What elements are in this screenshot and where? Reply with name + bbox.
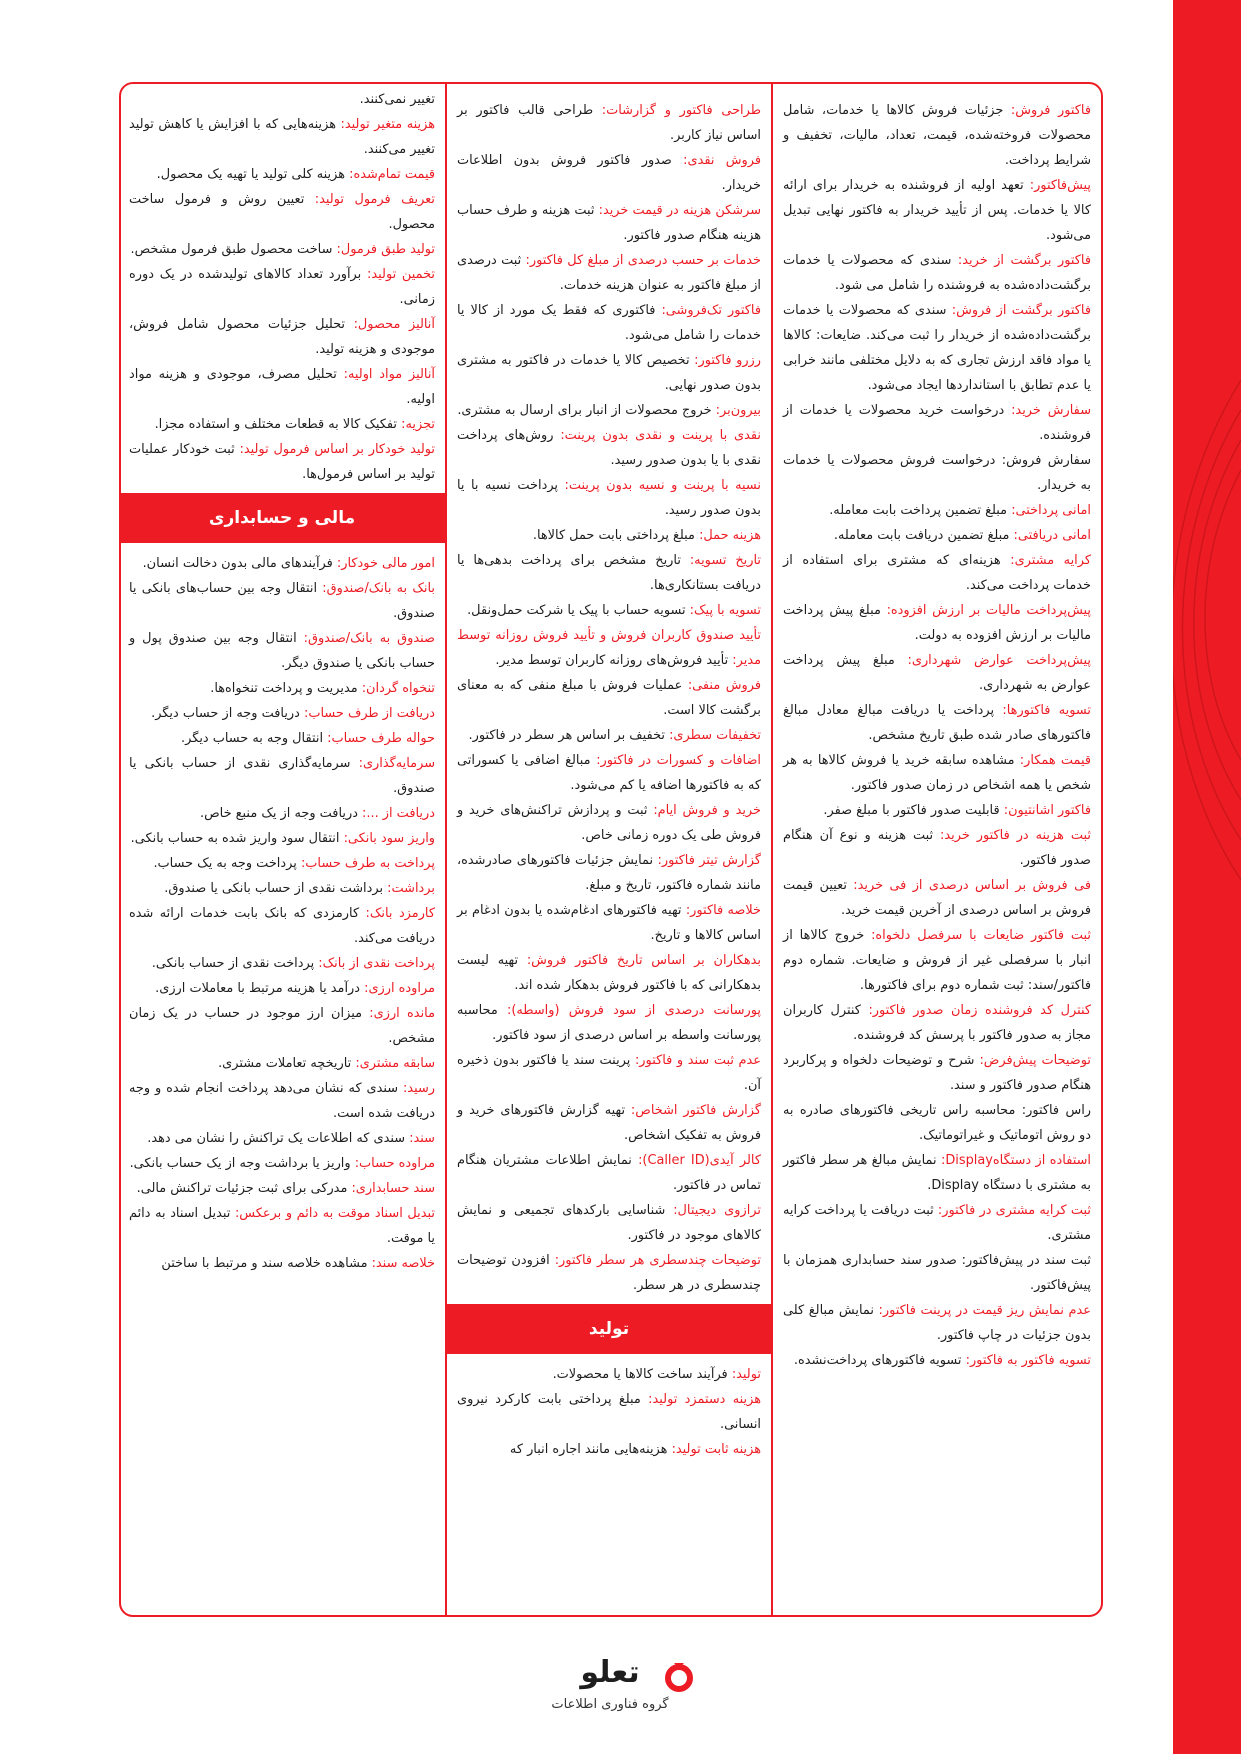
section-heading: مالی و حسابداری (119, 493, 445, 543)
content-frame (119, 82, 1103, 1617)
glossary-term: سرشکن هزینه در قیمت خرید: (598, 203, 761, 218)
glossary-term: بیرون‌بر: (715, 403, 761, 418)
glossary-term: تولید طبق فرمول: (336, 242, 435, 257)
glossary-term: فاکتور برگشت از خرید: (957, 253, 1092, 268)
glossary-term: تاریخ تسویه: (689, 553, 761, 568)
glossary-definition: پرداخت وجه به یک حساب. (153, 856, 301, 871)
glossary-term: تسویه فاکتورها: (1002, 703, 1091, 718)
glossary-term: پرداخت به طرف حساب: (300, 856, 435, 871)
glossary-definition: سندی که نشان می‌دهد پرداخت انجام شده و وجه دریافت شده است. (129, 1081, 435, 1121)
glossary-entry (457, 348, 761, 398)
glossary-entry (783, 1248, 1091, 1298)
glossary-term: اضافات و کسورات در فاکتور: (596, 753, 761, 768)
glossary-entry (783, 998, 1091, 1048)
glossary-term: پورسانت درصدی از سود فروش (واسطه): (506, 1003, 762, 1018)
section-heading: تولید (447, 1304, 771, 1354)
glossary-definition: نمایش مبالغ هر سطر فاکتور به مشتری با دستگاه Display. (783, 1153, 1091, 1193)
glossary-entry (783, 98, 1091, 173)
glossary-definition: مدرکی برای ثبت جزئیات تراکنش مالی. (136, 1181, 352, 1196)
glossary-definition: افزودن توضیحات چندسطری در هر سطر. (457, 1253, 761, 1293)
glossary-definition: انتقال وجه بین حساب‌های بانکی یا صندوق. (129, 581, 435, 621)
decorative-side-stripe (1173, 0, 1241, 1754)
glossary-term: قیمت تمام‌شده: (349, 167, 435, 182)
glossary-term: خلاصه سند: (371, 1256, 435, 1271)
glossary-definition: برآورد تعداد کالاهای تولیدشده در یک دوره زمانی. (129, 267, 435, 307)
glossary-term: هزینه ثابت تولید: (671, 1442, 761, 1457)
glossary-definition: سندی که محصولات یا خدمات برگشت‌داده‌شده به فروشنده را شامل می شود. (783, 253, 1091, 293)
glossary-entry (783, 448, 1091, 498)
glossary-term: کالر آیدی(Caller ID): (638, 1153, 761, 1168)
glossary-definition: هزینه‌هایی مانند اجاره انبار که (509, 1442, 672, 1457)
glossary-definition: کارمزدی که بانک بابت خدمات ارائه شده دریافت می‌کند. (129, 906, 435, 946)
glossary-definition: ثبت هزینه و نوع آن هنگام صدور فاکتور. (783, 828, 1091, 868)
glossary-term: هزینه حمل: (699, 528, 761, 543)
glossary-entry (129, 576, 435, 626)
glossary-definition: صدور فاکتور فروش بدون اطلاعات خریدار. (457, 153, 761, 193)
glossary-definition: خروج محصولات از انبار برای ارسال به مشتری. (457, 403, 716, 418)
glossary-definition: تعیین روش و فرمول ساخت محصول. (129, 192, 435, 232)
glossary-definition: ثبت خودکار عملیات تولید بر اساس فرمول‌ها. (129, 442, 435, 482)
glossary-definition: مدیریت و پرداخت تنخواه‌ها. (210, 681, 362, 696)
glossary-entry (129, 826, 435, 851)
glossary-term: تعریف فرمول تولید: (314, 192, 435, 207)
glossary-entry (129, 851, 435, 876)
glossary-definition: تخصیص کالا یا خدمات در فاکتور به مشتری بدون صدور نهایی. (457, 353, 761, 393)
glossary-entry (783, 1098, 1091, 1148)
glossary-definition: درآمد یا هزینه مرتبط با معاملات ارزی. (155, 981, 365, 996)
glossary-entry (457, 298, 761, 348)
glossary-definition: تحلیل مصرف، موجودی و هزینه مواد اولیه. (129, 367, 435, 407)
glossary-entry (783, 1048, 1091, 1098)
glossary-term: فروش نقدی: (683, 153, 762, 168)
glossary-entry (783, 498, 1091, 523)
wave-lines-decoration (1173, 0, 1241, 1754)
glossary-entry (129, 237, 435, 262)
glossary-definition: تبدیل اسناد به دائم یا موقت. (129, 1206, 435, 1246)
glossary-entry (457, 898, 761, 948)
glossary-definition: تعهد اولیه از فروشنده به خریدار برای ارائه کالا یا خدمات. پس از تأیید خریدار به فاکتور نهایی تبدیل می‌شود. (783, 178, 1091, 243)
glossary-definition: پرینت سند یا فاکتور بدون ذخیره آن. (457, 1053, 761, 1093)
glossary-term: برداشت: (387, 881, 435, 896)
glossary-entry (457, 623, 761, 673)
glossary-term: کارمزد بانک: (365, 906, 435, 921)
glossary-entry (457, 1387, 761, 1437)
glossary-entry (129, 701, 435, 726)
glossary-definition: سفارش فروش: درخواست فروش محصولات یا خدمات به خریدار. (783, 453, 1091, 493)
brand-tagline: گروه فناوری اطلاعات (551, 1697, 669, 1712)
glossary-definition: تحلیل جزئیات محصول شامل فروش، موجودی و هزینه تولید. (129, 317, 435, 357)
glossary-definition: جزئیات فروش کالاها یا خدمات، شامل محصولات فروخته‌شده، قیمت، تعداد، مالیات، تخفیف و شرایط پرداخت. (783, 103, 1091, 168)
glossary-term: دریافت از ...: (362, 806, 435, 821)
glossary-definition: سندی که اطلاعات یک تراکنش را نشان می دهد. (147, 1131, 410, 1146)
column-left (119, 84, 445, 1615)
glossary-entry (129, 726, 435, 751)
glossary-term: واریز سود بانکی: (343, 831, 435, 846)
glossary-entry (783, 798, 1091, 823)
glossary-definition: روش‌های پرداخت نقدی با یا بدون صدور رسید. (457, 428, 761, 468)
glossary-term: خدمات بر حسب درصدی از مبلغ کل فاکتور: (525, 253, 761, 268)
glossary-entry (457, 948, 761, 998)
glossary-term: فروش منفی: (687, 678, 761, 693)
glossary-term: بانک به بانک/صندوق: (322, 581, 435, 596)
glossary-entry (129, 1151, 435, 1176)
glossary-definition: ثبت و پردازش تراکنش‌های خرید و فروش طی یک دوره زمانی خاص. (457, 803, 761, 843)
glossary-definition: واریز یا برداشت وجه از یک حساب بانکی. (129, 1156, 355, 1171)
glossary-term: عدم نمایش ریز قیمت در پرینت فاکتور: (878, 1303, 1091, 1318)
glossary-term: توضیحات پیش‌فرض: (979, 1053, 1091, 1068)
glossary-entry (783, 548, 1091, 598)
glossary-entry (457, 1437, 761, 1462)
glossary-entry (129, 87, 435, 112)
glossary-definition: پرداخت نقدی از حساب بانکی. (151, 956, 319, 971)
glossary-term: ثبت فاکتور ضایعات با سرفصل دلخواه: (871, 928, 1091, 943)
glossary-entry (129, 901, 435, 951)
glossary-entry (783, 398, 1091, 448)
glossary-entry (129, 187, 435, 237)
glossary-entry (457, 248, 761, 298)
glossary-term: سند: (409, 1131, 435, 1146)
glossary-definition: مشاهده سابقه خرید یا فروش کالاها به هر شخص یا همه اشخاص در زمان صدور فاکتور. (783, 753, 1091, 793)
glossary-entry (129, 626, 435, 676)
glossary-definition: میزان ارز موجود در حساب در یک زمان مشخص. (129, 1006, 435, 1046)
glossary-entry (457, 148, 761, 198)
glossary-term: پرداخت نقدی از بانک: (318, 956, 435, 971)
glossary-entry (129, 312, 435, 362)
glossary-definition: ثبت دریافت یا پرداخت کرایه مشتری. (783, 1203, 1091, 1243)
glossary-definition: تخفیف بر اساس هر سطر در فاکتور. (468, 728, 670, 743)
glossary-term: تخمین تولید: (367, 267, 435, 282)
glossary-entry (129, 412, 435, 437)
glossary-term: رسید: (402, 1081, 435, 1096)
glossary-term: طراحی فاکتور و گزارشات: (601, 103, 761, 118)
glossary-entry (129, 551, 435, 576)
glossary-term: ثبت کرایه مشتری در فاکتور: (937, 1203, 1091, 1218)
glossary-definition: تفکیک کالا به قطعات مختلف و استفاده مجزا. (154, 417, 402, 432)
glossary-entry (129, 1201, 435, 1251)
glossary-term: تولید: (731, 1367, 761, 1382)
glossary-entry (457, 1362, 761, 1387)
glossary-term: ثبت هزینه در فاکتور خرید: (940, 828, 1091, 843)
glossary-entry (783, 598, 1091, 648)
glossary-term: امانی پرداختی: (1011, 503, 1091, 518)
glossary-term: پیش‌پرداخت عوارض شهرداری: (907, 653, 1091, 668)
glossary-term: استفاده از دستگاهDisplay: (941, 1153, 1091, 1168)
glossary-term: آنالیز محصول: (353, 317, 435, 332)
glossary-definition: مبالغ اضافی یا کسوراتی که به فاکتورها اضافه یا کم می‌شود. (457, 753, 761, 793)
glossary-entry (457, 548, 761, 598)
glossary-term: تولید خودکار بر اساس فرمول تولید: (239, 442, 435, 457)
glossary-definition: عملیات فروش با مبلغ منفی که به معنای برگشت کالا است. (457, 678, 761, 718)
glossary-term: قیمت همکار: (1019, 753, 1091, 768)
glossary-definition: مشاهده خلاصه سند و مرتبط با ساختن (161, 1256, 372, 1271)
glossary-entry (129, 1176, 435, 1201)
glossary-definition: شرح و توضیحات دلخواه و پرکاربرد هنگام صدور فاکتور و سند. (783, 1053, 1091, 1093)
glossary-definition: هزینه‌هایی که با افزایش یا کاهش تولید تغییر می‌کنند. (129, 117, 435, 157)
glossary-entry (129, 676, 435, 701)
glossary-entry (129, 951, 435, 976)
glossary-entry (129, 751, 435, 801)
glossary-definition: تعیین قیمت فروش بر اساس درصدی از آخرین قیمت خرید. (783, 878, 1091, 918)
glossary-entry (457, 1248, 761, 1298)
glossary-definition: خروج کالاها از انبار با سرفصلی غیر از فروش و ضایعات. شماره دوم فاکتور/سند: ثبت شماره دوم برای فاکتورها. (783, 928, 1091, 993)
glossary-entry (457, 398, 761, 423)
glossary-definition: هزینه‌ای که مشتری برای استفاده از خدمات پرداخت می‌کند. (783, 553, 1091, 593)
glossary-term: گزارش فاکتور اشخاص: (630, 1103, 761, 1118)
glossary-entry (457, 98, 761, 148)
glossary-definition: فاکتوری که فقط یک مورد از کالا یا خدمات را شامل می‌شود. (457, 303, 761, 343)
glossary-entry (783, 923, 1091, 998)
glossary-entry (129, 262, 435, 312)
glossary-entry (457, 998, 761, 1048)
glossary-definition: فرآیندهای مالی بدون دخالت انسان. (142, 556, 337, 571)
glossary-entry (783, 1348, 1091, 1373)
glossary-definition: دریافت وجه از یک منبع خاص. (200, 806, 363, 821)
glossary-term: نسیه با پرینت و نسیه بدون پرینت: (564, 478, 761, 493)
glossary-definition: انتقال وجه بین صندوق پول و حساب بانکی یا صندوق دیگر. (129, 631, 435, 671)
glossary-definition: نمایش اطلاعات مشتریان هنگام تماس در فاکتور. (457, 1153, 761, 1193)
glossary-definition: محاسبه پورسانت واسطه بر اساس درصدی از سود فاکتور. (457, 1003, 761, 1043)
glossary-definition: تهیه لیست بدهکارانی که با فاکتور فروش بدهکار شده اند. (457, 953, 761, 993)
glossary-definition: مبلغ تضمین دریافت بابت معامله. (833, 528, 1014, 543)
glossary-entry (457, 423, 761, 473)
glossary-entry (129, 976, 435, 1001)
glossary-term: کرایه مشتری: (1010, 553, 1091, 568)
glossary-entry (129, 162, 435, 187)
glossary-entry (129, 112, 435, 162)
glossary-entry (129, 437, 435, 487)
footer-logo (520, 1655, 700, 1720)
glossary-term: مراوده ارزی: (364, 981, 435, 996)
glossary-entry (783, 1148, 1091, 1198)
glossary-definition: سندی که محصولات یا خدمات برگشت‌داده‌شده از خریدار را ثبت می‌کند. ضایعات: کالاها یا مواد فاقد ارزش تجاری که به دلایل مختلفی مانند خرابی یا عدم تطابق با استانداردها ایجاد می‌شود. (783, 303, 1091, 393)
glossary-term: تسویه فاکتور به فاکتور: (965, 1353, 1091, 1368)
glossary-term: امور مالی خودکار: (336, 556, 435, 571)
glossary-term: خرید و فروش ایام: (653, 803, 761, 818)
glossary-term: تنخواه گردان: (361, 681, 435, 696)
glossary-definition: نمایش مبالغ کلی بدون جزئیات در چاپ فاکتور. (783, 1303, 1091, 1343)
glossary-term: تجزیه: (401, 417, 435, 432)
column-right (773, 84, 1101, 1615)
glossary-definition: مبلغ پرداختی بابت کارکرد نیروی انسانی. (457, 1392, 761, 1432)
glossary-term: سابقه مشتری: (355, 1056, 435, 1071)
glossary-definition: انتقال وجه به حساب دیگر. (180, 731, 328, 746)
glossary-definition: تأیید فروش‌های روزانه کاربران توسط مدیر. (495, 653, 733, 668)
glossary-entry (129, 1051, 435, 1076)
glossary-entry (457, 1148, 761, 1198)
glossary-entry (457, 198, 761, 248)
glossary-entry (783, 648, 1091, 698)
glossary-definition: طراحی قالب فاکتور بر اساس نیاز کاربر. (457, 103, 761, 143)
glossary-entry (783, 248, 1091, 298)
glossary-definition: هزینه کلی تولید یا تهیه یک محصول. (156, 167, 350, 182)
brand-name: تعلو (580, 1655, 640, 1690)
glossary-definition: پرداخت نسیه با یا بدون صدور رسید. (457, 478, 761, 518)
glossary-term: تسویه با پیک: (689, 603, 761, 618)
glossary-definition: تهیه گزارش فاکتورهای خرید و فروش به تفکیک اشخاص. (457, 1103, 761, 1143)
glossary-term: صندوق به بانک/صندوق: (303, 631, 435, 646)
glossary-term: گزارش تیتر فاکتور: (657, 853, 762, 868)
glossary-term: سند حسابداری: (351, 1181, 435, 1196)
glossary-entry (129, 876, 435, 901)
glossary-term: توضیحات چندسطری هر سطر فاکتور: (554, 1253, 761, 1268)
glossary-term: عدم ثبت سند و فاکتور: (634, 1053, 761, 1068)
glossary-definition: تهیه فاکتورهای ادغام‌شده یا بدون ادغام بر اساس کالاها و تاریخ. (457, 903, 761, 943)
glossary-entry (457, 798, 761, 848)
glossary-definition: کنترل کاربران مجاز به صدور فاکتور با پرسش کد فروشنده. (783, 1003, 1091, 1043)
glossary-entry (457, 848, 761, 898)
glossary-term: رزرو فاکتور: (694, 353, 761, 368)
glossary-term: پیش‌پرداخت مالیات بر ارزش افزوده: (886, 603, 1091, 618)
glossary-definition: مبلغ پیش پرداخت عوارض به شهرداری. (783, 653, 1091, 693)
glossary-definition: ثبت سند در پیش‌فاکتور: صدور سند حسابداری همزمان با پیش‌فاکتور. (783, 1253, 1091, 1293)
glossary-entry (457, 598, 761, 623)
glossary-entry (783, 298, 1091, 398)
glossary-entry (129, 1076, 435, 1126)
glossary-entry (783, 1198, 1091, 1248)
glossary-definition: مبلغ تضمین پرداخت بابت معامله. (829, 503, 1012, 518)
glossary-definition: نمایش جزئیات فاکتورهای صادرشده، مانند شماره فاکتور، تاریخ و مبلغ. (457, 853, 761, 893)
glossary-entry (457, 748, 761, 798)
glossary-entry (129, 1251, 435, 1276)
glossary-definition: تاریخ مشخص برای پرداخت بدهی‌ها یا دریافت بستانکاری‌ها. (457, 553, 761, 593)
glossary-entry (457, 673, 761, 723)
glossary-term: پیش‌فاکتور: (1029, 178, 1091, 193)
glossary-entry (457, 473, 761, 523)
glossary-term: سفارش خرید: (1011, 403, 1091, 418)
glossary-definition: تسویه حساب با پیک یا شرکت حمل‌ونقل. (467, 603, 690, 618)
glossary-entry (783, 523, 1091, 548)
glossary-term: دریافت از طرف حساب: (303, 706, 435, 721)
glossary-definition: ساخت محصول طبق فرمول مشخص. (130, 242, 337, 257)
glossary-term: فاکتور تک‌فروشی: (661, 303, 761, 318)
glossary-definition: شناسایی بارکدهای تجمیعی و نمایش کالاهای موجود در فاکتور. (457, 1203, 761, 1243)
glossary-term: فاکتور اشانتیون: (1003, 803, 1091, 818)
glossary-entry (783, 873, 1091, 923)
glossary-entry (783, 698, 1091, 748)
glossary-entry (783, 1298, 1091, 1348)
glossary-term: کنترل کد فروشنده زمان صدور فاکتور: (868, 1003, 1091, 1018)
glossary-entry (783, 748, 1091, 798)
glossary-definition: دریافت وجه از حساب دیگر. (151, 706, 304, 721)
glossary-term: حواله طرف حساب: (327, 731, 435, 746)
glossary-entry (457, 1098, 761, 1148)
glossary-definition: قابلیت صدور فاکتور با مبلغ صفر. (823, 803, 1004, 818)
glossary-definition: فرآیند ساخت کالاها یا محصولات. (552, 1367, 732, 1382)
glossary-entry (783, 823, 1091, 873)
glossary-definition: برداشت نقدی از حساب بانکی یا صندوق. (164, 881, 388, 896)
column-middle (445, 84, 773, 1615)
glossary-definition: تاریخچه تعاملات مشتری. (218, 1056, 356, 1071)
glossary-entry (129, 801, 435, 826)
glossary-term: بدهکاران بر اساس تاریخ فاکتور فروش: (526, 953, 761, 968)
glossary-term: نقدی با پرینت و نقدی بدون پرینت: (560, 428, 761, 443)
glossary-definition: پرداخت یا دریافت مبالغ معادل مبالغ فاکتورهای صادر شده طبق تاریخ مشخص. (783, 703, 1091, 743)
glossary-definition: تغییر نمی‌کنند. (359, 92, 435, 107)
glossary-definition: انتقال سود واریز شده به حساب بانکی. (130, 831, 344, 846)
glossary-term: خلاصه فاکتور: (685, 903, 761, 918)
glossary-definition: راس فاکتور: محاسبه راس تاریخی فاکتورهای صادره به دو روش اتوماتیک و غیراتوماتیک. (783, 1103, 1091, 1143)
glossary-definition: مبلغ پرداختی بابت حمل کالاها. (532, 528, 700, 543)
glossary-term: امانی دریافتی: (1013, 528, 1091, 543)
glossary-entry (457, 723, 761, 748)
glossary-definition: درخواست خرید محصولات یا خدمات از فروشنده. (783, 403, 1091, 443)
glossary-term: آنالیز مواد اولیه: (343, 367, 435, 382)
glossary-term: تأیید صندوق کاربران فروش و تأیید فروش روزانه توسط مدیر: (457, 628, 761, 668)
glossary-entry (129, 1126, 435, 1151)
glossary-term: فی فروش بر اساس درصدی از فی خرید: (853, 878, 1091, 893)
glossary-definition: تسویه فاکتورهای پرداخت‌نشده. (793, 1353, 966, 1368)
glossary-term: فاکتور برگشت از فروش: (951, 303, 1091, 318)
glossary-definition: مبلغ پیش پرداخت مالیات بر ارزش افزوده به دولت. (783, 603, 1091, 643)
glossary-term: تخفیفات سطری: (669, 728, 761, 743)
glossary-definition: ثبت هزینه و طرف حساب هزینه هنگام صدور فاکتور. (457, 203, 761, 243)
glossary-term: ترازوی دیجیتال: (673, 1203, 761, 1218)
glossary-term: سرمایه‌گذاری: (358, 756, 435, 771)
glossary-entry (129, 1001, 435, 1051)
glossary-definition: سرمایه‌گذاری نقدی از حساب بانکی یا صندوق. (129, 756, 435, 796)
glossary-entry (457, 523, 761, 548)
glossary-term: هزینه دستمزد تولید: (648, 1392, 762, 1407)
glossary-term: مانده ارزی: (369, 1006, 435, 1021)
glossary-entry (457, 1198, 761, 1248)
glossary-term: تبدیل اسناد موقت به دائم و برعکس: (234, 1206, 435, 1221)
glossary-term: مراوده حساب: (354, 1156, 435, 1171)
glossary-entry (783, 173, 1091, 248)
glossary-term: فاکتور فروش: (1010, 103, 1091, 118)
glossary-entry (129, 362, 435, 412)
glossary-term: هزینه متغیر تولید: (340, 117, 435, 132)
glossary-definition: ثبت درصدی از مبلغ فاکتور به عنوان هزینه خدمات. (457, 253, 761, 293)
glossary-entry (457, 1048, 761, 1098)
